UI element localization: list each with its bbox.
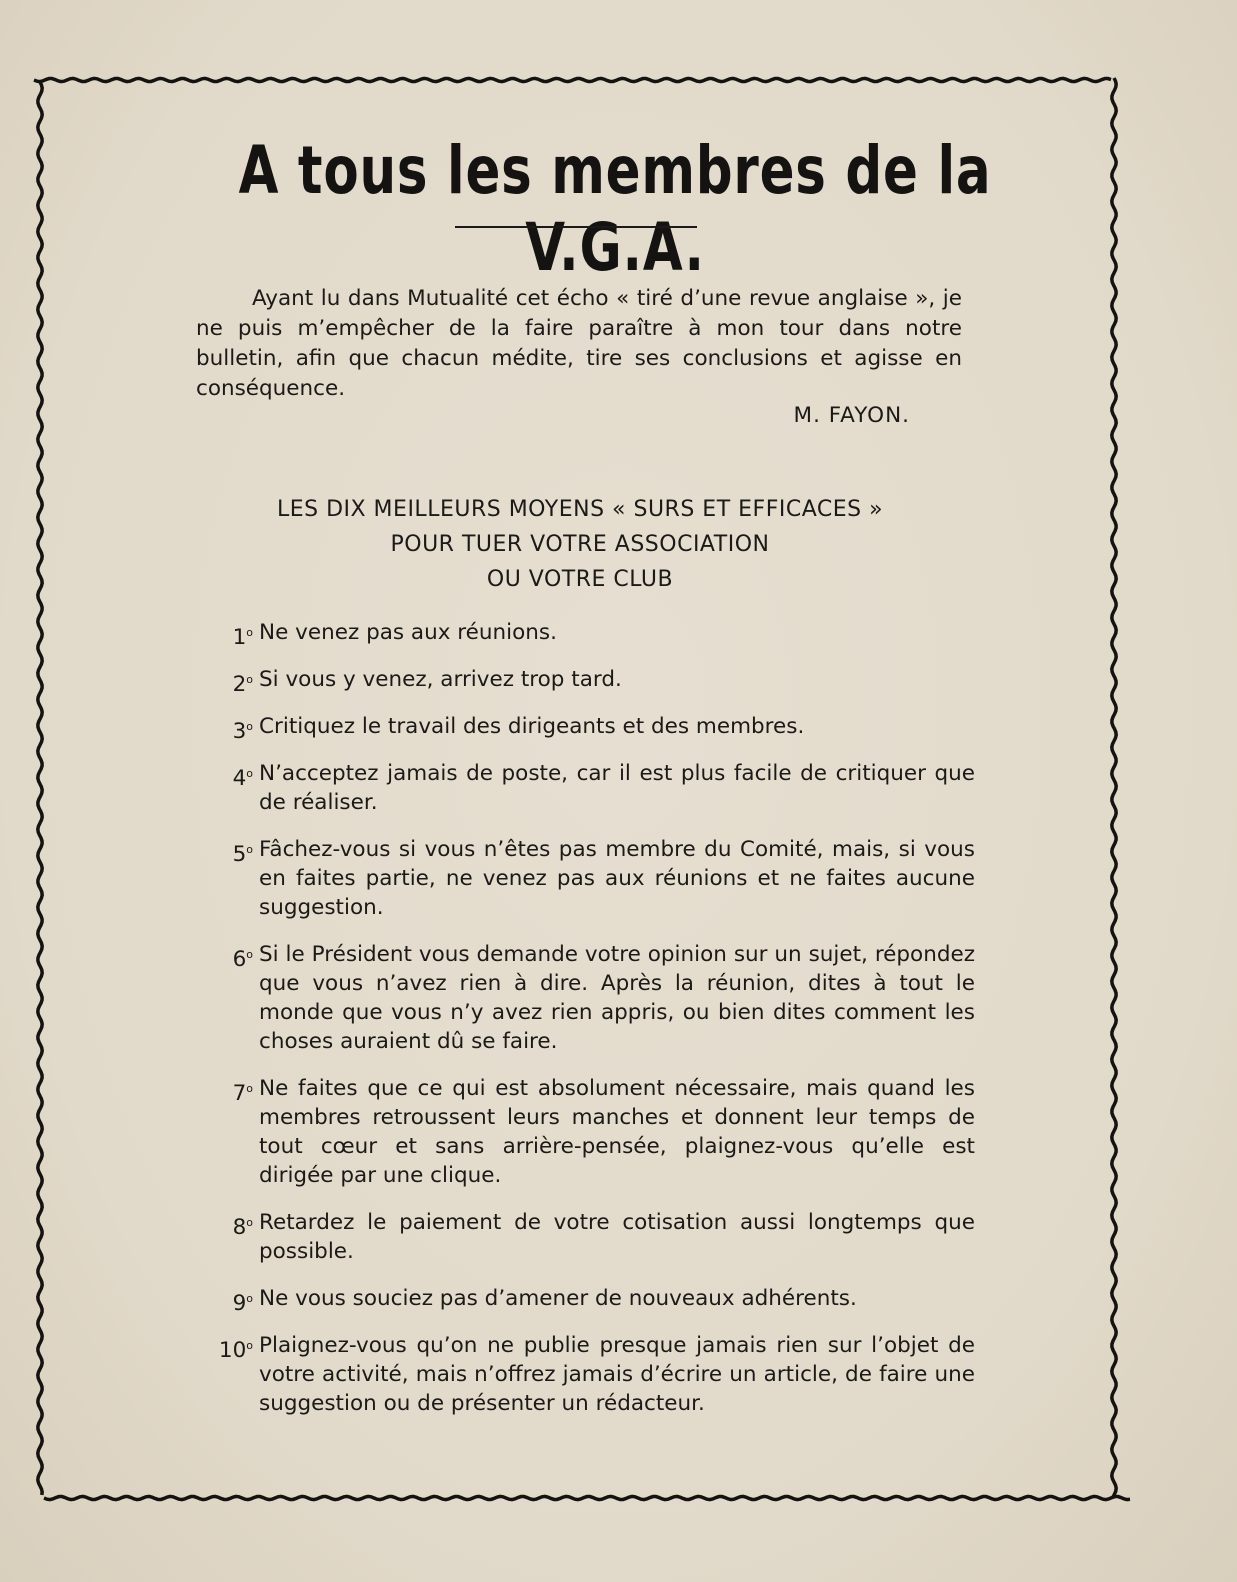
- intro-paragraph: Ayant lu dans Mutualité cet écho « tiré d’une revue anglaise », je ne puis m’empêcher de la faire paraître à mon tour dans notre bulletin, afin que chacun médite, tire ses conclusions et agisse en conséquence.: [196, 286, 962, 401]
- item-number: 8$^o$: [232, 1215, 253, 1241]
- item-text: N’acceptez jamais de poste, car il est plus facile de critiquer que de réaliser.: [259, 761, 975, 815]
- item-number: 6$^o$: [232, 947, 253, 973]
- list-item: [205, 665, 975, 698]
- page-title: A tous les membres de la V.G.A.: [238, 132, 992, 286]
- list-item: [205, 618, 975, 651]
- item-number: 5$^o$: [232, 842, 253, 868]
- item-text: Retardez le paiement de votre cotisation aussi longtemps que possible.: [259, 1210, 975, 1264]
- item-number: 10$^o$: [218, 1338, 253, 1364]
- border-left: [38, 82, 42, 1495]
- heading-line-2: POUR TUER VOTRE ASSOCIATION: [390, 532, 770, 557]
- item-text: Ne vous souciez pas d’amener de nouveaux adhérents.: [259, 1286, 857, 1311]
- title-divider: [455, 226, 697, 228]
- border-bottom: [44, 1496, 1130, 1499]
- list-item: [205, 1074, 975, 1190]
- heading-line-3: OU VOTRE CLUB: [486, 567, 674, 592]
- list-item: [205, 1331, 975, 1418]
- item-number: 3$^o$: [232, 719, 253, 745]
- item-text: Plaignez-vous qu’on ne publie presque jamais rien sur l’objet de votre activité, mais n’offrez jamais d’écrire un article, de faire une suggestion ou de présenter un rédacteur.: [259, 1333, 975, 1416]
- item-number: 2$^o$: [232, 672, 253, 698]
- item-text: Fâchez-vous si vous n’êtes pas membre du Comité, mais, si vous en faites partie, ne venez pas aux réunions et ne faites aucune suggestion.: [259, 837, 975, 920]
- list-item: [205, 759, 975, 817]
- item-number: 1$^o$: [232, 625, 253, 651]
- item-text: Critiquez le travail des dirigeants et des membres.: [259, 714, 805, 739]
- list-item: [205, 1284, 975, 1317]
- item-number: 7$^o$: [232, 1081, 253, 1107]
- section-heading: [160, 492, 1000, 597]
- list-item: [205, 1208, 975, 1266]
- item-number: 4$^o$: [232, 766, 253, 792]
- item-number: 9$^o$: [232, 1291, 253, 1317]
- border-top: [34, 78, 1111, 81]
- rules-list: [205, 618, 975, 1418]
- list-item: [205, 835, 975, 922]
- item-text: Ne venez pas aux réunions.: [259, 620, 557, 645]
- list-item: [205, 712, 975, 745]
- list-item: [205, 940, 975, 1056]
- item-text: Si vous y venez, arrivez trop tard.: [259, 667, 622, 692]
- signature: M. FAYON.: [793, 403, 910, 428]
- border-right: [1112, 78, 1116, 1497]
- item-text: Ne faites que ce qui est absolument nécessaire, mais quand les membres retroussent leurs manches et donnent leur temps de tout cœur et sans arrière-pensée, plaignez-vous qu’elle est dirigée par une clique.: [259, 1076, 975, 1188]
- item-text: Si le Président vous demande votre opinion sur un sujet, répondez que vous n’avez rien à dire. Après la réunion, dites à tout le monde que vous n’y avez rien appris, ou bien dites comment les choses auraient dû se faire.: [259, 942, 975, 1054]
- heading-line-1: LES DIX MEILLEURS MOYENS « SURS ET EFFICACES »: [276, 497, 884, 522]
